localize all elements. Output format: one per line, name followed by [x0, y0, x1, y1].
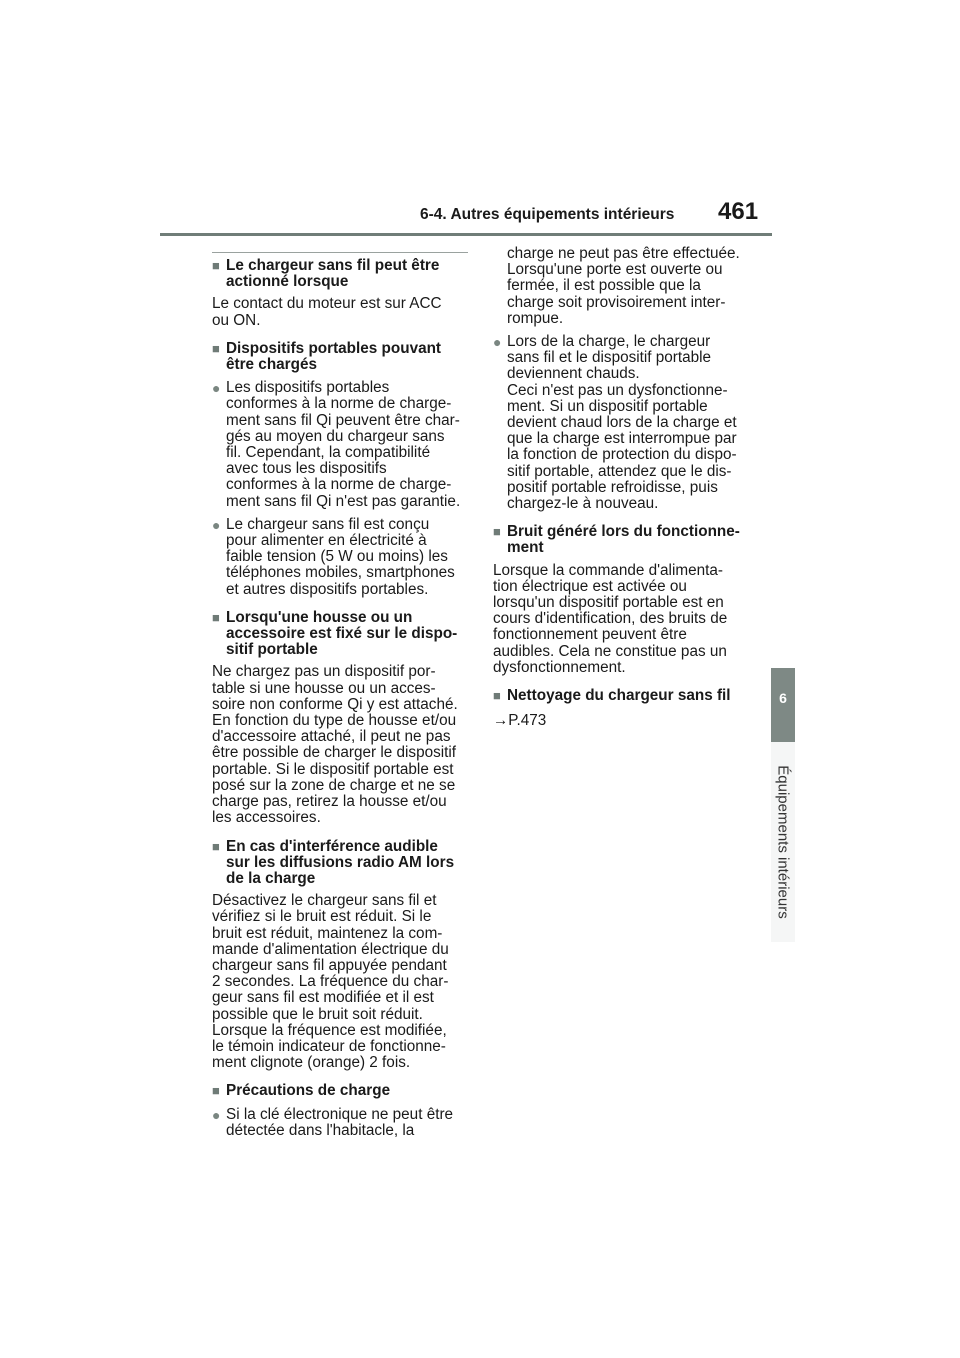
text-line: et autres dispositifs portables. — [226, 580, 429, 598]
text-line: de la charge — [226, 869, 316, 887]
heading-chargeable-devices — [212, 341, 472, 373]
bullet-low-voltage — [212, 517, 472, 598]
square-bullet-icon: ■ — [212, 838, 220, 854]
text-line: 2 secondes. La fréquence du char- — [212, 973, 449, 991]
text-line: rompue. — [507, 309, 564, 327]
text-line: Lorsqu'une porte est ouverte ou — [507, 261, 723, 279]
text-line: gés au moyen du chargeur sans — [226, 427, 445, 445]
text-line: table si une housse ou un acces- — [212, 679, 436, 697]
heading-text — [226, 1083, 390, 1099]
heading-text — [507, 688, 731, 704]
paragraph-ignition — [212, 296, 472, 328]
text-line: sitif portable, attendez que le dis- — [507, 462, 732, 480]
text-line: devient chaud lors de la charge et — [507, 414, 737, 432]
round-bullet-icon: ● — [212, 516, 221, 533]
heading-operation-noise — [493, 524, 755, 556]
square-bullet-icon: ■ — [212, 258, 220, 273]
text-line: dysfonctionnement. — [493, 658, 626, 676]
text-line: pour alimenter en électricité à — [226, 532, 427, 550]
bullet-text — [226, 1107, 453, 1139]
page-number: 461 — [718, 198, 759, 225]
text-line: portable. Si le dispositif portable est — [212, 760, 454, 778]
top-divider — [212, 252, 468, 253]
text-line: Nettoyage du chargeur sans fil — [507, 687, 731, 705]
text-line: d'accessoire attaché, il peut ne pas — [212, 728, 451, 746]
bullet-qi-standard — [212, 380, 472, 510]
right-column — [493, 246, 755, 729]
section-title: 6-4. Autres équipements intérieurs — [420, 206, 675, 223]
text-line: cours d'identification, des bruits de — [493, 610, 728, 628]
text-line: la fonction de protection du dispo- — [507, 446, 737, 464]
text-line: que la charge est interrompue par — [507, 430, 737, 448]
square-bullet-icon: ■ — [212, 340, 220, 356]
text-line: ment sans fil Qi peuvent être char- — [226, 411, 460, 429]
text-line: Si la clé électronique ne peut être — [226, 1105, 454, 1123]
header-rule — [160, 233, 772, 236]
text-line: geur sans fil est modifiée et il est — [212, 989, 434, 1007]
text-line: ou ON. — [212, 311, 261, 329]
text-line: être chargés — [226, 356, 317, 374]
heading-charging-precautions — [212, 1083, 472, 1099]
heading-cleaning — [493, 688, 755, 704]
text-line: ment. Si un dispositif portable — [507, 397, 708, 415]
text-line: Lorsque la commande d'alimenta- — [493, 561, 723, 579]
round-bullet-icon: ● — [493, 334, 502, 351]
square-bullet-icon: ■ — [212, 1083, 220, 1099]
text-line: Lorsqu'une housse ou un — [226, 608, 413, 626]
text-line: positif portable refroidisse, puis — [507, 478, 718, 496]
text-line: bruit est réduit, maintenez la com- — [212, 924, 443, 942]
page-reference-link[interactable] — [493, 713, 755, 729]
text-line: charge soit provisoirement inter- — [507, 293, 726, 311]
text-line: Le chargeur sans fil est conçu — [226, 515, 430, 533]
text-line: sans fil et le dispositif portable — [507, 349, 712, 367]
text-line: En fonction du type de housse et/ou — [212, 712, 457, 730]
round-bullet-icon: ● — [212, 1106, 221, 1123]
heading-text — [226, 258, 439, 290]
paragraph-cover-accessory — [212, 664, 472, 826]
text-line: Dispositifs portables pouvant — [226, 339, 442, 357]
text-line: Le chargeur sans fil peut être — [226, 257, 440, 274]
paragraph-operation-noise — [493, 563, 755, 676]
bullet-text — [507, 334, 737, 512]
heading-text — [507, 524, 740, 556]
chapter-number: 6 — [779, 690, 787, 706]
text-line: chargez-le à nouveau. — [507, 495, 659, 513]
heading-text — [226, 839, 454, 888]
text-line: Désactivez le chargeur sans fil et — [212, 892, 437, 910]
text-line: soire non conforme Qi y est attaché. — [212, 695, 458, 713]
text-line: ment sans fil Qi n'est pas garantie. — [226, 492, 461, 510]
heading-charger-operable — [212, 258, 472, 290]
left-column — [212, 258, 472, 1139]
round-bullet-icon: ● — [212, 380, 221, 397]
square-bullet-icon: ■ — [493, 524, 501, 540]
text-line: avec tous les dispositifs — [226, 460, 387, 478]
bullet-text — [226, 380, 460, 510]
square-bullet-icon: ■ — [212, 609, 220, 625]
bullet-electronic-key — [212, 1107, 472, 1139]
text-line: Ne chargez pas un dispositif por- — [212, 663, 436, 681]
heading-cover-accessory — [212, 610, 472, 659]
text-line: faible tension (5 W ou moins) les — [226, 548, 448, 566]
bullet-heat — [493, 334, 755, 512]
text-line: être possible de charger le dispositif — [212, 744, 457, 762]
text-line: posé sur la zone de charge et ne se — [212, 776, 456, 794]
text-line: Le contact du moteur est sur ACC — [212, 295, 442, 313]
text-line: sitif portable — [226, 641, 318, 659]
text-line: charge pas, retirez la housse et/ou — [212, 793, 447, 811]
text-line: sur les diffusions radio AM lors — [226, 853, 455, 871]
text-line: Ceci n'est pas un dysfonctionne- — [507, 381, 728, 399]
text-line: tion électrique est activée ou — [493, 577, 687, 595]
paragraph-am-interference — [212, 893, 472, 1071]
text-line: ment clignote (orange) 2 fois. — [212, 1054, 411, 1072]
text-line: conformes à la norme de charge- — [226, 395, 452, 413]
text-line: conformes à la norme de charge- — [226, 476, 452, 494]
text-line: vérifiez si le bruit est réduit. Si le — [212, 908, 432, 926]
text-line: accessoire est fixé sur le dispo- — [226, 625, 458, 643]
text-line: deviennent chauds. — [507, 365, 640, 383]
text-line: les accessoires. — [212, 809, 321, 827]
text-line: Précautions de charge — [226, 1082, 391, 1100]
text-line: fermée, il est possible que la — [507, 277, 701, 295]
bullet-continuation — [493, 246, 755, 327]
text-line: le témoin indicateur de fonctionne- — [212, 1037, 446, 1055]
text-line: ment — [507, 539, 544, 557]
text-line: Bruit généré lors du fonctionne- — [507, 523, 740, 541]
text-line: détectée dans l'habitacle, la — [226, 1121, 415, 1139]
text-line: lorsqu'un dispositif portable est en — [493, 594, 724, 612]
text-line: Les dispositifs portables — [226, 379, 390, 397]
text-line: fonctionnement peuvent être — [493, 626, 687, 644]
text-line: chargeur sans fil appuyée pendant — [212, 956, 447, 974]
text-line: fil. Cependant, la compatibilité — [226, 444, 431, 462]
bullet-text — [226, 517, 455, 598]
heading-text — [226, 610, 457, 659]
heading-am-interference — [212, 839, 472, 888]
text-line: Lorsque la fréquence est modifiée, — [212, 1021, 447, 1039]
text-line: actionné lorsque — [226, 273, 349, 291]
text-line: mande d'alimentation électrique du — [212, 940, 449, 958]
square-bullet-icon: ■ — [493, 688, 501, 704]
text-line: téléphones mobiles, smartphones — [226, 564, 455, 582]
text-line: Lors de la charge, le chargeur — [507, 333, 711, 351]
chapter-title: Équipements intérieurs — [774, 765, 792, 919]
text-line: En cas d'interférence audible — [226, 837, 438, 855]
heading-text — [226, 341, 441, 373]
text-line: charge ne peut pas être effectuée. — [507, 245, 740, 262]
text-line: →P.473 — [493, 712, 547, 730]
text-line: possible que le bruit soit réduit. — [212, 1005, 423, 1023]
text-line: audibles. Cela ne constitue pas un — [493, 642, 727, 660]
